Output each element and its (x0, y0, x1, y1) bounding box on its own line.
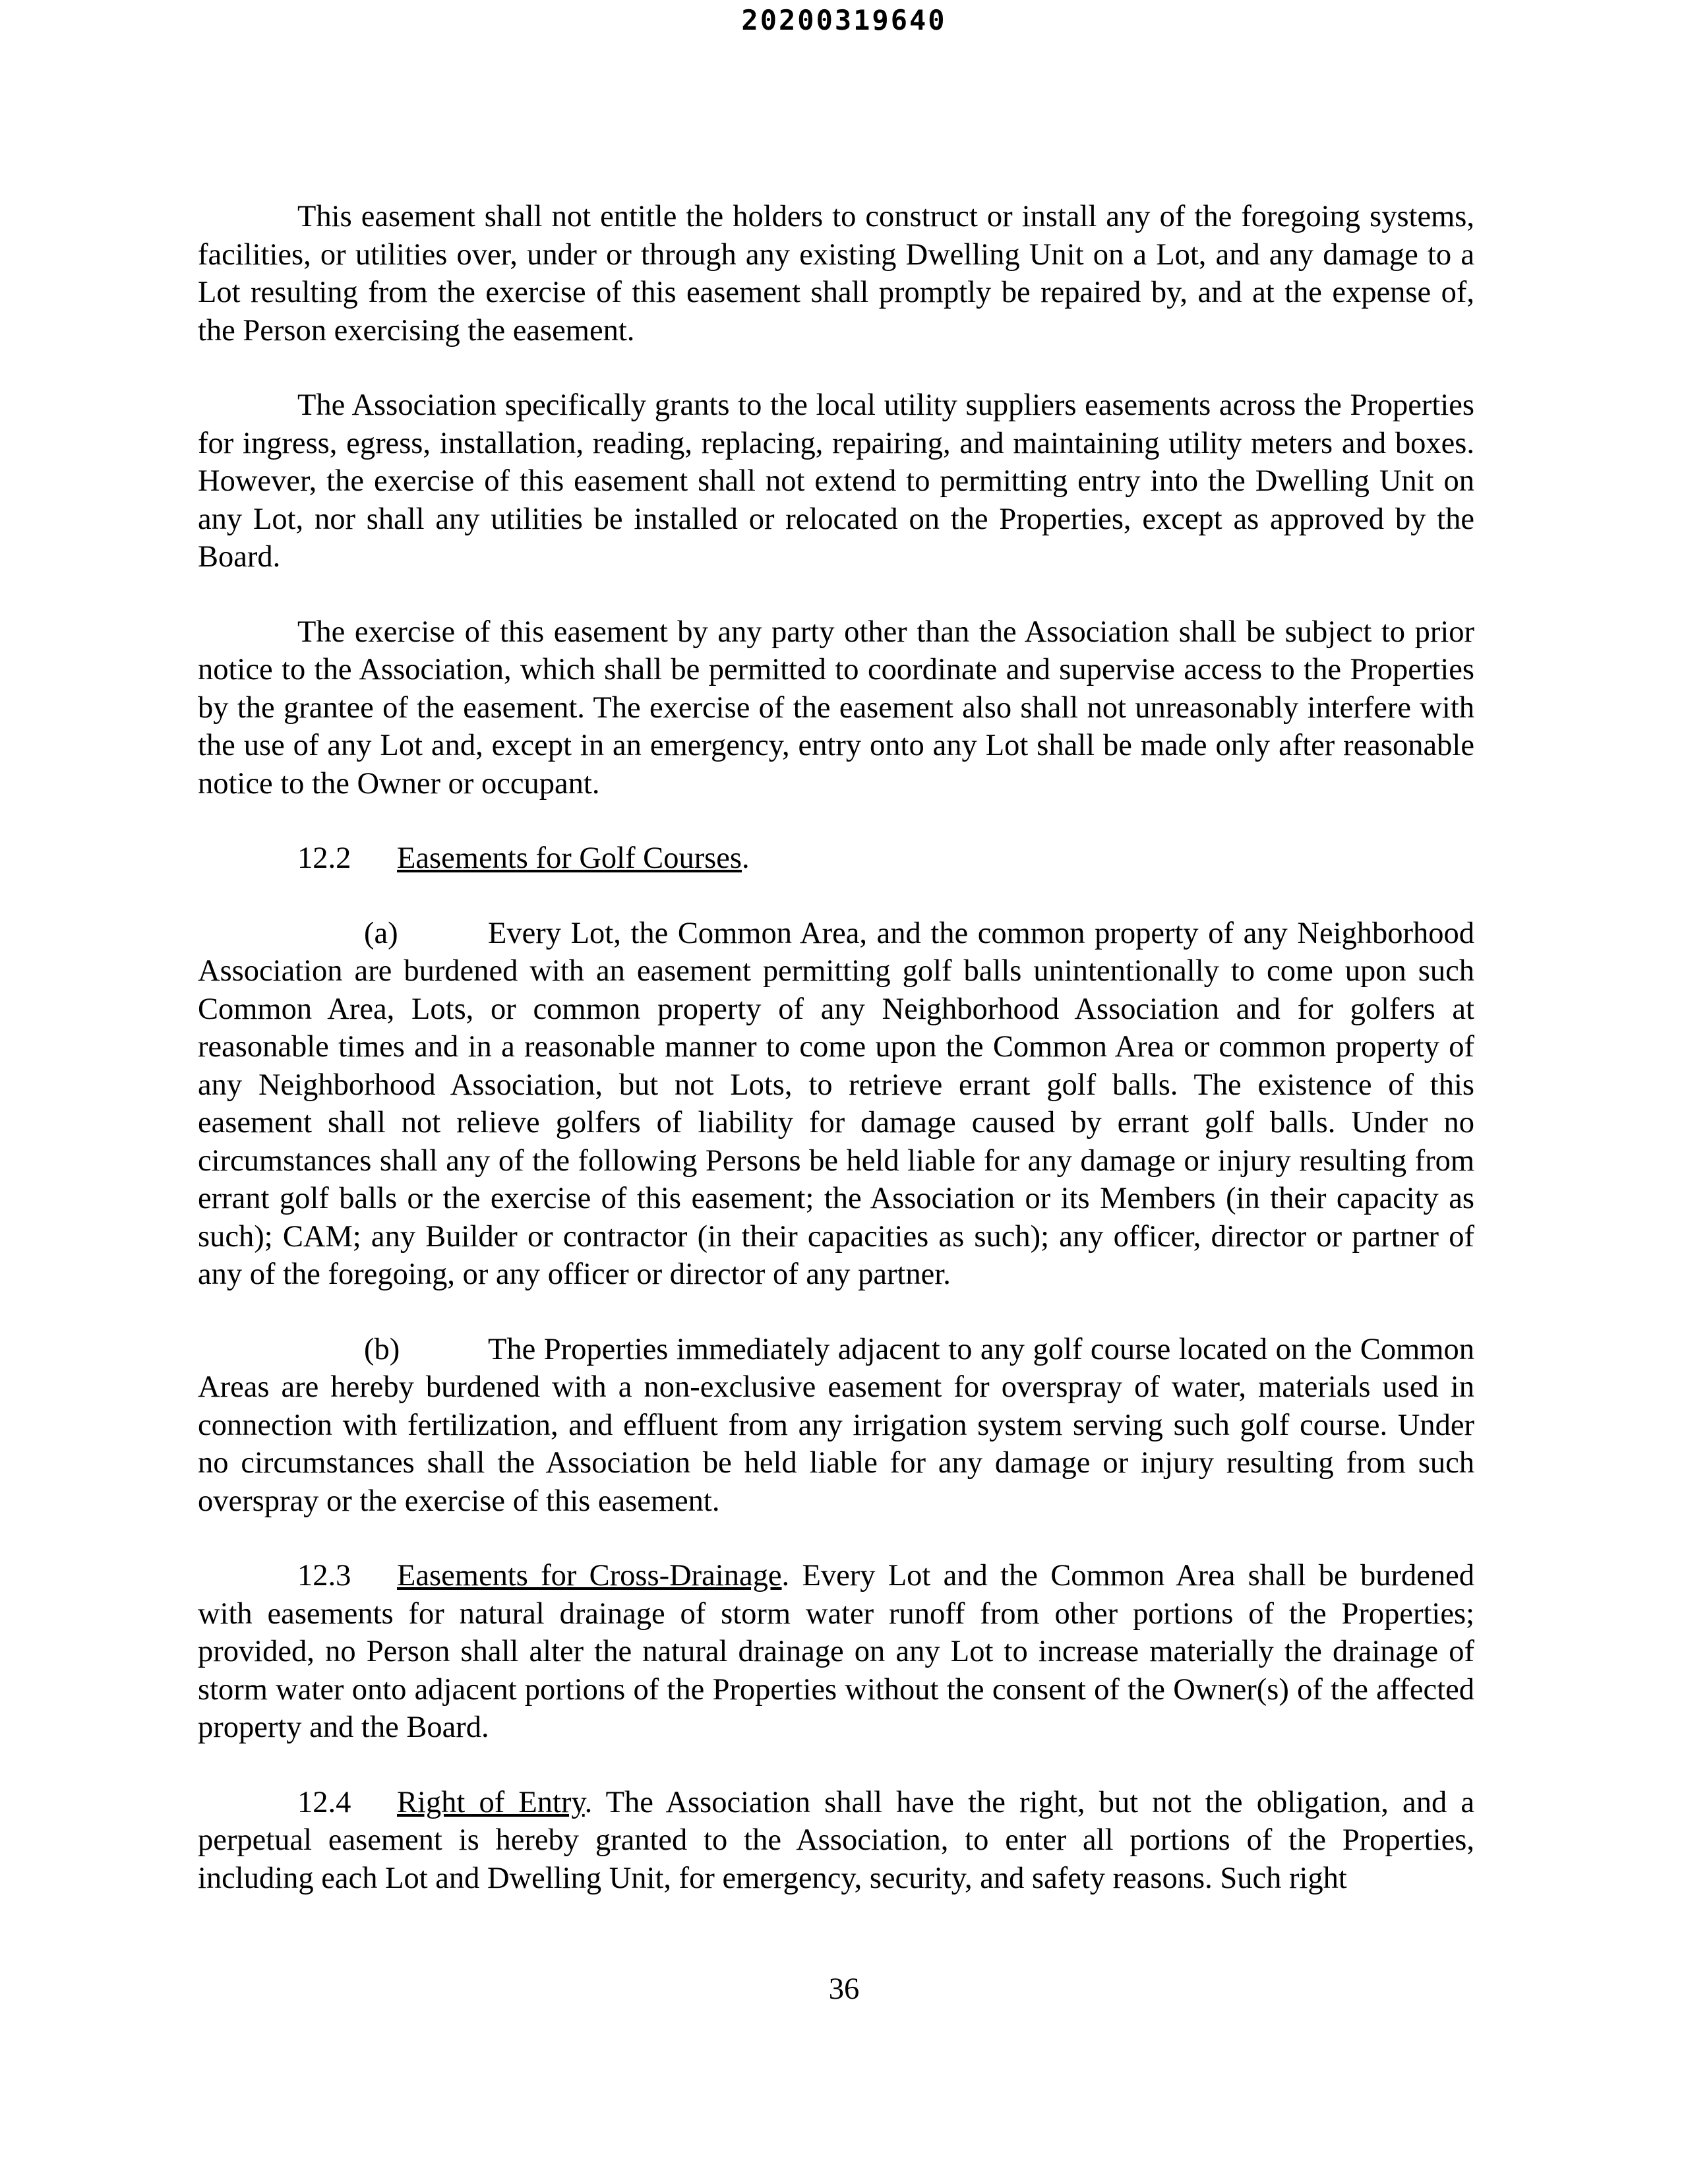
subsection-label: (b) (364, 1332, 400, 1366)
section-text: . The Association shall have the right, but not the obligation, and a perpetual easement is hereby granted to the Association, to enter all portions of the Properties, including each Lot and Dwelling Unit, for emergency, security, and safety reasons. Such right (198, 1785, 1474, 1895)
document-body (198, 198, 1474, 1934)
section-text: . Every Lot and the Common Area shall be burdened with easements for natural drainage of storm water runoff from other portions of the Properties; provided, no Person shall alter the natural drainage on any Lot to increase materially the drainage of storm water onto adjacent portions of the Properties without the consent of the Owner(s) of the affected property and the Board. (198, 1559, 1475, 1744)
section-number: 12.2 (297, 841, 351, 875)
section-heading: Easements for Golf Courses (397, 841, 742, 875)
subsection-b (198, 1331, 1474, 1521)
section-number: 12.3 (297, 1559, 351, 1592)
subsection-label: (a) (364, 916, 398, 950)
section-12-3 (198, 1557, 1474, 1747)
paragraph-easement-limits: This easement shall not entitle the holders to construct or install any of the foregoing systems, facilities, or utilities over, under or through any existing Dwelling Unit on a Lot, and any damage to a Lot resulting from the exercise of this easement shall promptly be repaired by, and at the expense of, the Person exercising the easement. (198, 200, 1474, 348)
section-12-4 (198, 1784, 1474, 1898)
subsection-text: Every Lot, the Common Area, and the common property of any Neighborhood Association are burdened with an easement permitting golf balls unintentionally to come upon such Common Area, Lots, or common property of any Neighborhood Association and for golfers at reasonable times and in a reasonable manner to come upon the Common Area or common property of any Neighborhood Association, but not Lots, to retrieve errant golf balls. The existence of this easement shall not relieve golfers of liability for damage caused by errant golf balls. Under no circumstances shall any of the following Persons be held liable for any damage or injury resulting from errant golf balls or the exercise of this easement; the Association or its Members (in their capacity as such); CAM; any Builder or contractor (in their capacities as such); any officer, director or partner of any of the foregoing, or any officer or director of any partner. (198, 916, 1474, 1291)
section-heading: Easements for Cross-Drainage (397, 1559, 782, 1592)
section-heading: Right of Entry (397, 1785, 585, 1819)
section-12-2 (198, 839, 1474, 878)
document-number: 20200319640 (741, 4, 947, 36)
section-heading-end: . (742, 841, 750, 875)
section-number: 12.4 (297, 1785, 351, 1819)
paragraph-easement-exercise: The exercise of this easement by any party other than the Association shall be subject to prior notice to the Association, which shall be permitted to coordinate and supervise access to the Properties by the grantee of the easement. The exercise of the easement also shall not unreasonably interfere with the use of any Lot and, except in an emergency, entry onto any Lot shall be made only after reasonable notice to the Owner or occupant. (198, 615, 1474, 801)
subsection-text: The Properties immediately adjacent to any golf course located on the Common Areas are hereby burdened with a non-exclusive easement for overspray of water, materials used in connection with fertilization, and effluent from any irrigation system serving such golf course. Under no circumstances shall the Association be held liable for any damage or injury resulting from such overspray or the exercise of this easement. (198, 1332, 1474, 1518)
page-number: 36 (828, 1972, 860, 2006)
subsection-a (198, 915, 1474, 1294)
paragraph-utility-easements: The Association specifically grants to the local utility suppliers easements across the Properties for ingress, egress, installation, reading, replacing, repairing, and maintaining utility meters and boxes. However, the exercise of this easement shall not extend to permitting entry into the Dwelling Unit on any Lot, nor shall any utilities be installed or relocated on the Properties, except as approved by the Board. (198, 388, 1474, 574)
